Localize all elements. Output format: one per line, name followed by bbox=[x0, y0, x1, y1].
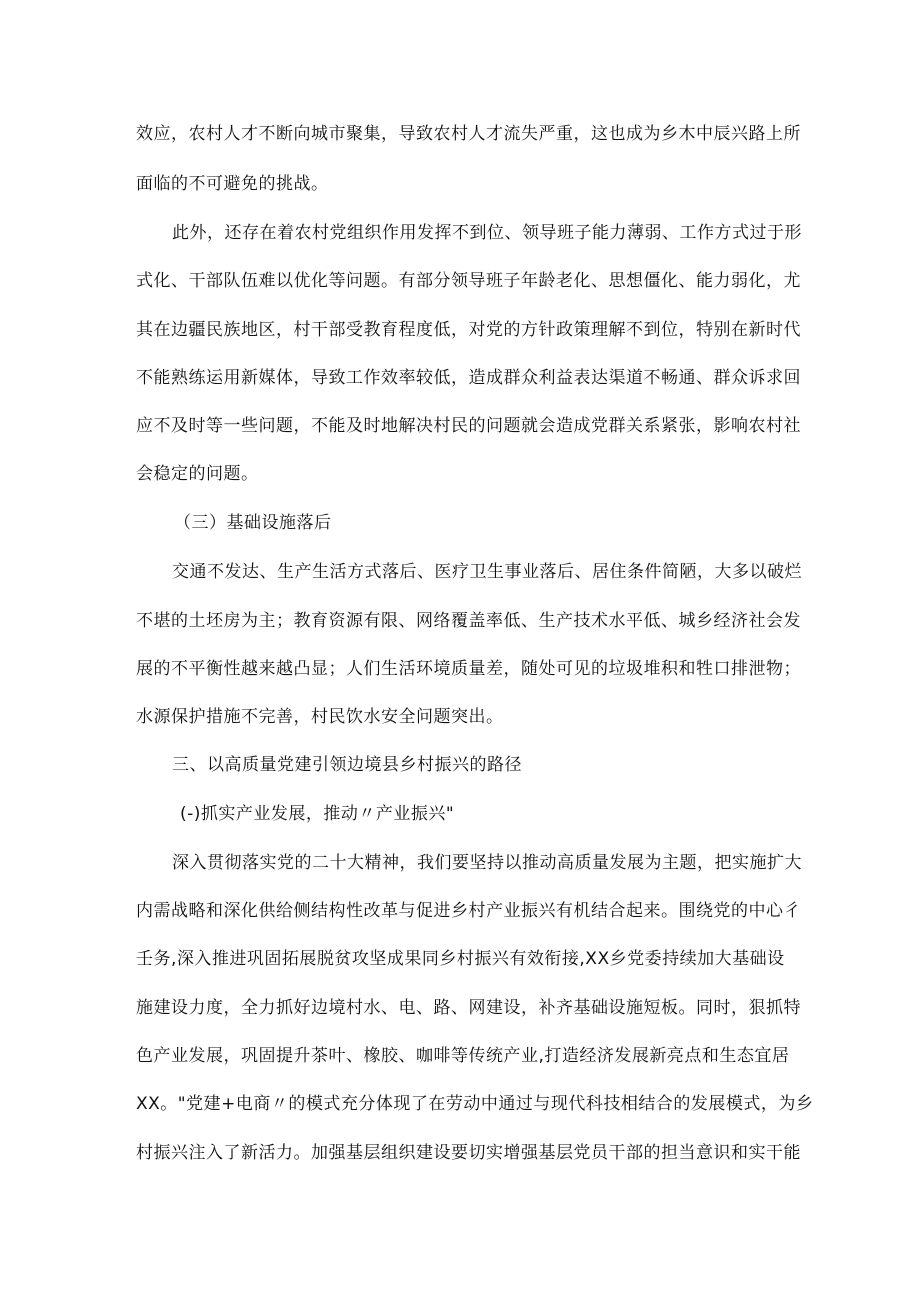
text-line-content: 其在边疆民族地区，村干部受教育程度低，对党的方针政策理解不到位，特别在新时代 bbox=[136, 320, 801, 340]
text-line-content: 施建设力度，全力抓好边境村水、电、路、网建设，补齐基础设施短板。同时，狠抓特 bbox=[136, 998, 801, 1018]
text-line-content: 会稳定的问题。 bbox=[136, 464, 259, 484]
heading-text: （三）基础设施落后 bbox=[174, 513, 332, 533]
text-line-content: 不能熟练运用新媒体，导致工作效率较低，造成群众利益表达渠道不畅通、群众诉求回 bbox=[136, 368, 801, 388]
text-line-content: 壬务,深入推进巩固拓展脱贫攻坚成果同乡村振兴有效衔接,XX乡党委持续加大基础设 bbox=[136, 949, 785, 969]
text-line-content: 展的不平衡性越来越凸显；人们生活环境质量差，随处可见的垃圾堆积和牲口排泄物； bbox=[136, 659, 801, 679]
text-line-content: XX。"党建+电商〃的模式充分体现了在劳动中通过与现代科技相结合的发展模式，为乡 bbox=[136, 1094, 814, 1114]
text-line-content: 此外，还存在着农村党组织作用发挥不到位、领导班子能力薄弱、工作方式过于形 bbox=[172, 223, 802, 243]
text-line-content: 水源保护措施不完善，村民饮水安全问题突出。 bbox=[136, 707, 504, 727]
heading-text: (-)抓实产业发展，推动〃产业振兴" bbox=[180, 804, 455, 824]
text-line-content: 式化、干部队伍难以优化等问题。有部分领导班子年龄老化、思想僵化、能力弱化，尤 bbox=[136, 271, 801, 291]
text-line-content: 面临的不可避免的挑战。 bbox=[136, 174, 329, 194]
text-line-content: 内需战略和深化供给侧结构性改革与促进乡村产业振兴有机结合起来。围绕党的中心彳 bbox=[136, 901, 801, 921]
text-line-content: 色产业发展，巩固提升茶叶、橡胶、咖啡等传统产业,打造经济发展新亮点和生态宜居 bbox=[136, 1046, 790, 1066]
text-line-content: 村振兴注入了新活力。加强基层组织建设要切实增强基层党员干部的担当意识和实干能 bbox=[136, 1143, 801, 1163]
heading-text: 三、以高质量党建引领边境县乡村振兴的路径 bbox=[172, 755, 522, 775]
text-line-content: 效应，农村人才不断向城市聚集，导致农村人才流失严重，这也成为乡木中辰兴路上所 bbox=[136, 124, 801, 144]
text-line-content: 深入贯彻落实党的二十大精神，我们要坚持以推动高质量发展为主题，把实施扩大 bbox=[172, 853, 802, 873]
text-line-content: 交通不发达、生产生活方式落后、医疗卫生事业落后、居住条件简陋，大多以破烂 bbox=[172, 562, 802, 582]
text-line-content: 不堪的土坯房为主；教育资源有限、网络覆盖率低、生产技术水平低、城乡经济社会发 bbox=[136, 611, 801, 631]
text-line-content: 应不及时等一些问题，不能及时地解决村民的问题就会造成党群关系紧张，影响农村社 bbox=[136, 416, 801, 436]
